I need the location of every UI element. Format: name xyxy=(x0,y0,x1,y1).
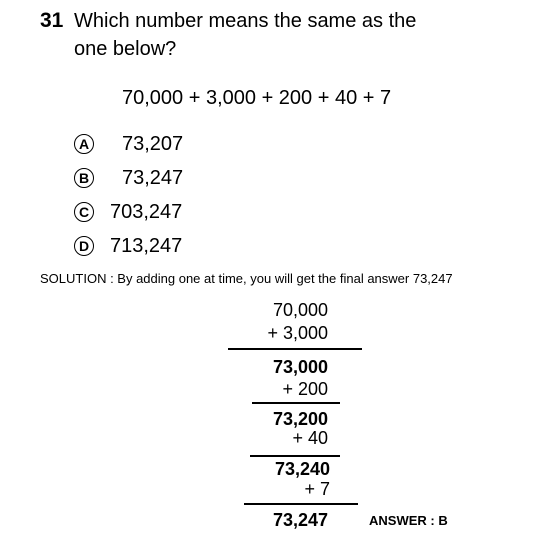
expanded-expression: 70,000 + 3,000 + 200 + 40 + 7 xyxy=(122,87,392,109)
choice-c-letter-icon: C xyxy=(74,202,94,222)
choice-a-letter-icon: A xyxy=(74,134,94,154)
choice-a-value: 73,207 xyxy=(122,133,184,155)
work-line-2: + 3,000 xyxy=(267,323,328,343)
work-line-4: + 200 xyxy=(282,379,328,399)
choice-d-letter-icon: D xyxy=(74,236,94,256)
question-number: 31 xyxy=(40,9,64,32)
work-line-3: 73,000 xyxy=(272,357,328,377)
question-text-line-1: Which number means the same as the xyxy=(74,10,417,32)
sum-rule-4 xyxy=(244,503,358,505)
solution-text: SOLUTION : By adding one at time, you will get the final answer 73,247 xyxy=(40,271,453,286)
sum-rule-3 xyxy=(250,455,340,457)
sum-rule-1 xyxy=(228,348,362,350)
question-text-line-2: one below? xyxy=(74,38,177,60)
work-line-5: 73,200 xyxy=(272,409,328,429)
sum-rule-2 xyxy=(252,402,340,404)
work-line-8: + 7 xyxy=(304,479,330,499)
answer-label: ANSWER : B xyxy=(369,513,448,528)
choice-b-letter-icon: B xyxy=(74,168,94,188)
work-line-6: + 40 xyxy=(292,428,328,448)
work-line-7: 73,240 xyxy=(274,459,330,479)
choice-b-value: 73,247 xyxy=(122,167,184,189)
work-line-1: 70,000 xyxy=(272,300,328,320)
choice-c-value: 703,247 xyxy=(110,201,183,223)
work-line-9: 73,247 xyxy=(272,510,328,530)
choice-d-value: 713,247 xyxy=(110,235,183,257)
